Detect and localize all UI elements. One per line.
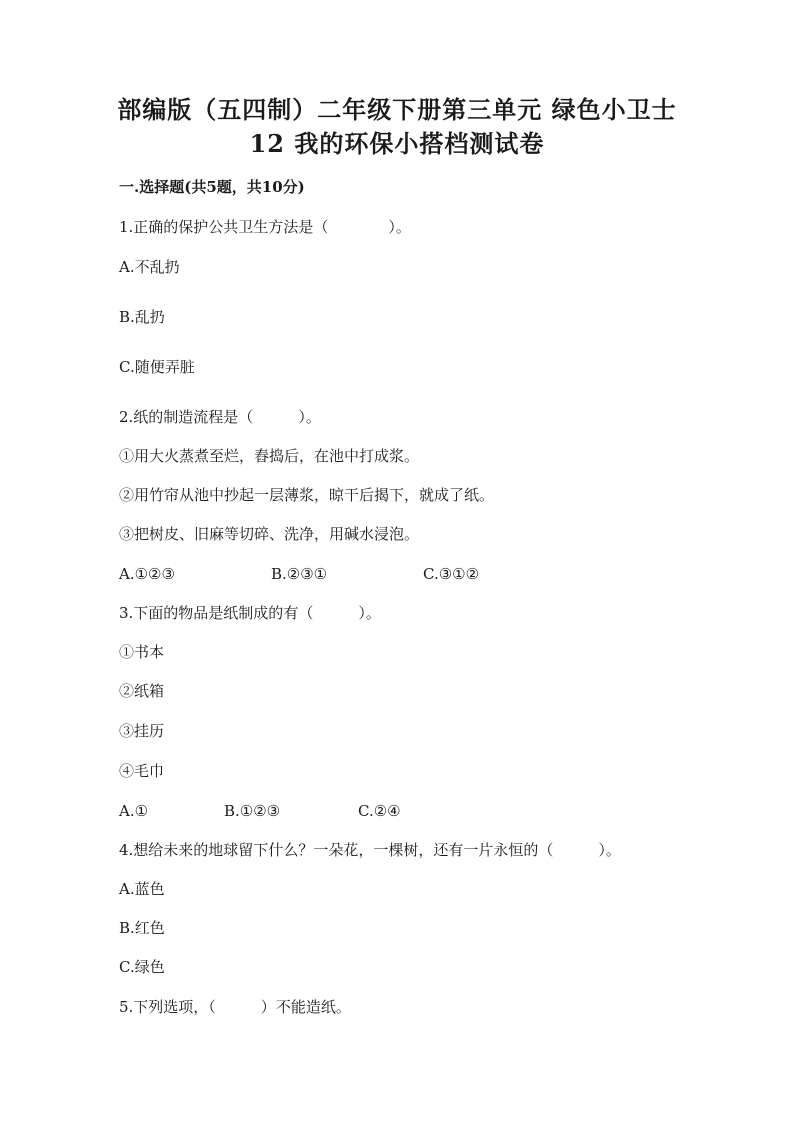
question-2-statement-3: ③把树皮、旧麻等切碎、洗净，用碱水浸泡。 xyxy=(119,525,420,543)
question-1-stem: 1.正确的保护公共卫生方法是（ ）。 xyxy=(119,218,411,236)
question-1-option-c: C.随便弄脏 xyxy=(119,358,195,376)
question-2-stem: 2.纸的制造流程是（ ）。 xyxy=(119,408,321,426)
question-3-option-b: B.①②③ xyxy=(224,802,281,820)
question-4-stem: 4.想给未来的地球留下什么？一朵花，一棵树，还有一片永恒的（ ）。 xyxy=(119,841,621,859)
question-2-option-b: B.②③① xyxy=(271,565,328,583)
document-title-line-1: 部编版（五四制）二年级下册第三单元 绿色小卫士 xyxy=(117,95,677,124)
question-3-statement-4: ④毛巾 xyxy=(119,762,165,780)
question-4-option-b: B.红色 xyxy=(119,919,165,937)
question-2-option-c: C.③①② xyxy=(423,565,480,583)
section-heading: 一.选择题(共5题，共10分) xyxy=(119,178,305,196)
question-1-option-a: A.不乱扔 xyxy=(119,258,180,276)
question-2-statement-1: ①用大火蒸煮至烂，舂捣后，在池中打成浆。 xyxy=(119,447,420,465)
question-4-option-a: A.蓝色 xyxy=(119,880,165,898)
question-3-statement-3: ③挂历 xyxy=(119,722,165,740)
question-4-option-c: C.绿色 xyxy=(119,958,165,976)
question-3-option-c: C.②④ xyxy=(358,802,401,820)
question-2-option-a: A.①②③ xyxy=(119,565,175,583)
question-1-option-b: B.乱扔 xyxy=(119,308,165,326)
question-2-statement-2: ②用竹帘从池中抄起一层薄浆，晾干后揭下，就成了纸。 xyxy=(119,486,495,504)
question-3-option-a: A.① xyxy=(119,802,149,820)
question-3-statement-1: ①书本 xyxy=(119,643,165,661)
document-title-line-2: 12 我的环保小搭档测试卷 xyxy=(249,129,545,158)
question-3-stem: 3.下面的物品是纸制成的有（ ）。 xyxy=(119,604,381,622)
question-3-statement-2: ②纸箱 xyxy=(119,682,165,700)
question-5-stem: 5.下列选项，（ ）不能造纸。 xyxy=(119,998,351,1016)
